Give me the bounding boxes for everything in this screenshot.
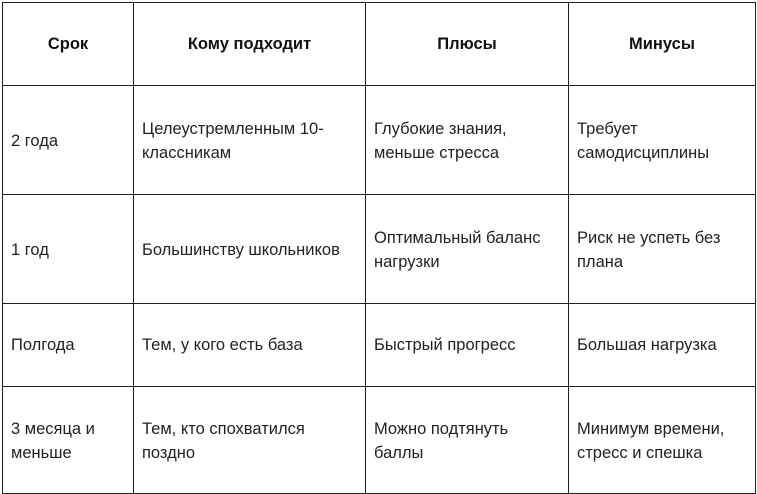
cell-text: Оптимальный баланс нагрузки <box>374 229 541 271</box>
cell-text: Минимум времени, стресс и спешка <box>577 420 725 462</box>
cell-pros <box>366 387 569 494</box>
header-cons: Минусы <box>569 3 756 86</box>
cell-cons <box>569 387 756 494</box>
cell-text: Глубокие знания, меньше стресса <box>374 120 507 162</box>
cell-text: 2 года <box>11 132 59 150</box>
cell-pros <box>366 304 569 387</box>
cell-term <box>3 195 134 304</box>
header-pros: Плюсы <box>366 3 569 86</box>
table-row <box>3 304 756 387</box>
cell-text: Большая нагрузка <box>577 336 717 354</box>
cell-text: 3 месяца и меньше <box>11 420 95 462</box>
cell-cons <box>569 195 756 304</box>
cell-suits-whom <box>134 387 366 494</box>
cell-pros <box>366 195 569 304</box>
cell-text: Тем, кто спохватился поздно <box>142 420 305 462</box>
table-row <box>3 86 756 195</box>
table-header-row <box>3 3 756 86</box>
cell-suits-whom <box>134 304 366 387</box>
cell-text: Можно подтянуть баллы <box>374 420 509 462</box>
cell-pros <box>366 86 569 195</box>
cell-term <box>3 86 134 195</box>
cell-text: Быстрый прогресс <box>374 336 516 354</box>
cell-cons <box>569 304 756 387</box>
cell-text: Тем, у кого есть база <box>142 336 303 354</box>
table-row <box>3 195 756 304</box>
preparation-comparison-table <box>2 2 756 494</box>
cell-text: 1 год <box>11 241 49 259</box>
cell-text: Требует самодисциплины <box>577 120 710 162</box>
cell-text: Полгода <box>11 336 75 354</box>
cell-term <box>3 387 134 494</box>
cell-text: Целеустремленным 10-классникам <box>142 120 324 162</box>
cell-text: Риск не успеть без плана <box>577 229 721 271</box>
table-row <box>3 387 756 494</box>
cell-cons <box>569 86 756 195</box>
cell-suits-whom <box>134 86 366 195</box>
header-suits-whom: Кому подходит <box>134 3 366 86</box>
cell-term <box>3 304 134 387</box>
cell-suits-whom <box>134 195 366 304</box>
cell-text: Большинству школьников <box>142 241 340 259</box>
header-term: Срок <box>3 3 134 86</box>
